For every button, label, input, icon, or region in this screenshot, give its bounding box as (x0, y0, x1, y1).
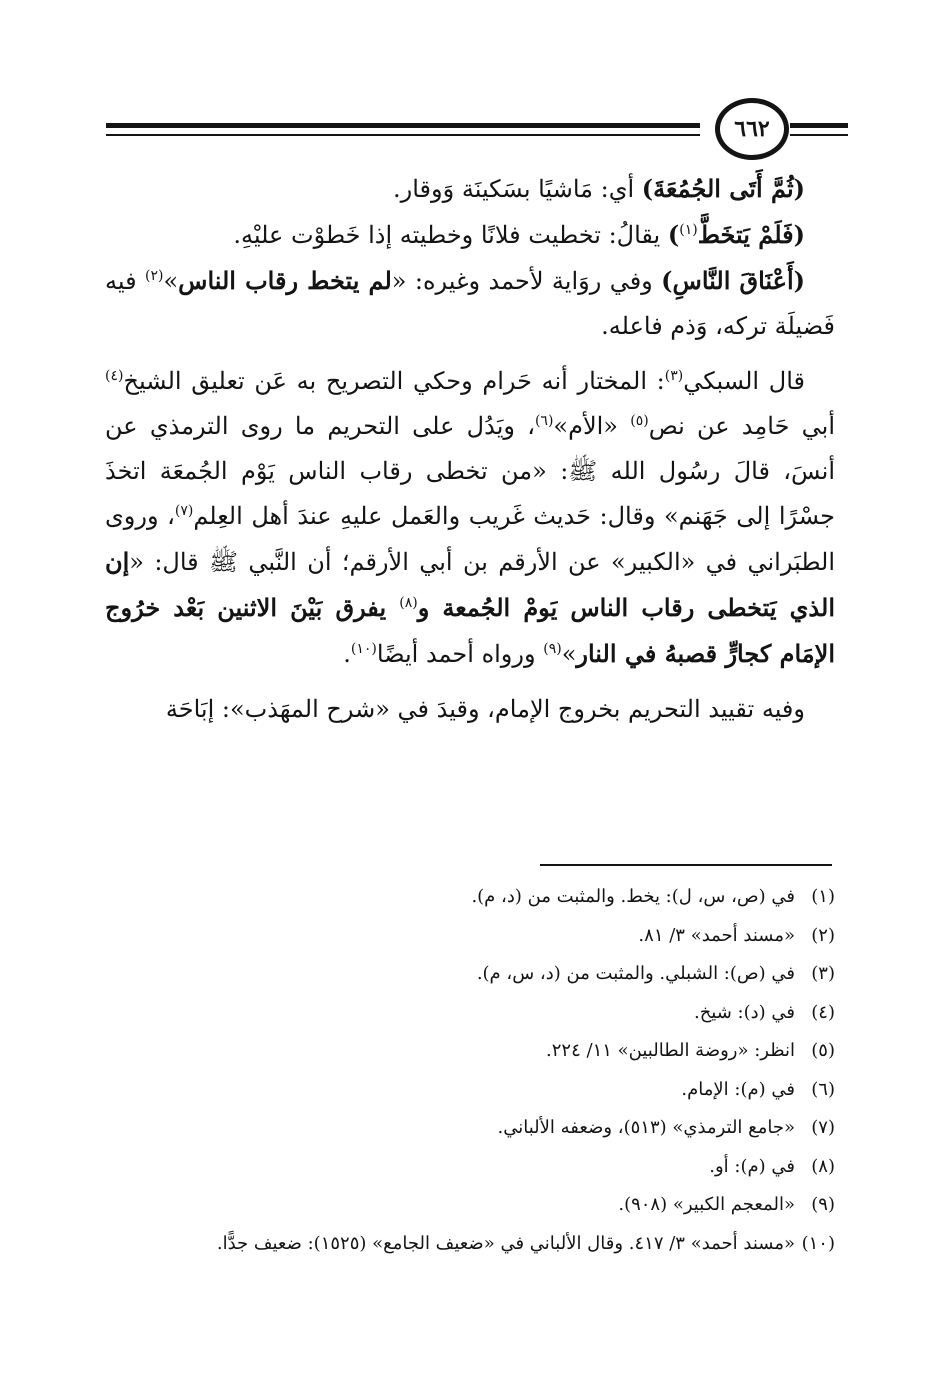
footnote-ref[interactable]: (٥) (630, 413, 649, 429)
footnote-item (105, 1109, 835, 1148)
footnote-text: في (م): الإمام. (681, 1078, 795, 1100)
bold-phrase: (ثُمَّ أَتَى الجُمُعَةَ) (641, 174, 805, 203)
footnote-number: (٧) (811, 1117, 835, 1138)
header-rule-tail (790, 123, 848, 128)
footnote-item (105, 878, 835, 917)
paragraph-2 (105, 212, 835, 258)
footnote-item (105, 1148, 835, 1187)
text: وفيه تقييد التحريم بخروج الإمام، وقيدَ في «شرح المهَذب»: إبَاحَة (165, 695, 805, 723)
footnote-ref[interactable]: (٢) (144, 268, 164, 284)
text: قال السبكي (683, 367, 805, 395)
bold-phrase: (أَعْنَاقَ النَّاسِ) (661, 266, 805, 295)
footnote-item (105, 955, 835, 994)
bold-paren: ) (667, 220, 680, 249)
text: » (163, 267, 179, 295)
footnote-number: (٩) (811, 1194, 835, 1215)
footnote-number: (٥) (811, 1040, 835, 1061)
footnotes (105, 878, 835, 1263)
footnote-ref[interactable]: (٣) (664, 368, 684, 384)
footnote-number: (٨) (811, 1155, 835, 1177)
paragraph-1 (105, 166, 835, 212)
footnote-number: (٦) (811, 1078, 835, 1100)
text: يقالُ: تخطيت فلانًا وخطيته إذا خَطوْت عليْهِ. (233, 221, 668, 249)
footnote-item (105, 917, 835, 956)
footnote-text: «مسند أحمد» ٣/ ٤١٧. وقال الألباني في «ضعيف الجامع» (١٥٢٥): ضعيف جدًّا. (216, 1232, 795, 1254)
footnote-text: «المعجم الكبير» (٩٠٨). (618, 1194, 795, 1215)
text: » (561, 640, 577, 668)
text: ورواه أحمد أيضًا (376, 640, 544, 668)
text: : المختار أنه حَرام وحكي التصريح به عَن تعليق الشيخ (123, 367, 665, 395)
footnote-number: (١) (811, 886, 835, 907)
page-number: ٦٦٢ (715, 98, 789, 160)
footnote-separator (540, 864, 832, 866)
footnote-text: في (د): شيخ. (693, 1001, 795, 1023)
footnote-number: (١٠) (801, 1232, 835, 1254)
footnote-text: في (ص، س، ل): يخط. والمثبت من (د، م). (471, 886, 795, 907)
bold-quote: لم يتخط رقاب الناس (178, 266, 392, 295)
paragraph-5 (105, 687, 835, 732)
footnote-number: (٤) (811, 1001, 835, 1023)
text: وفي روَاية لأحمد وغيره: « (391, 267, 662, 295)
footnote-ref[interactable]: (٨) (399, 595, 418, 611)
text: أي: مَاشيًا بسَكينَة وَوقار. (393, 175, 642, 203)
main-text (105, 166, 835, 732)
footnote-text: «جامع الترمذي» (٥١٣)، وضعفه الألباني. (497, 1117, 795, 1138)
bold-phrase: (فَلَمْ يَتخَطَّ (697, 220, 805, 249)
text: . (343, 640, 351, 668)
paragraph-4 (105, 359, 835, 677)
footnote-ref[interactable]: (٧) (174, 503, 194, 519)
header-rule-tail-thin (790, 134, 848, 136)
paragraph-3 (105, 258, 835, 349)
footnote-item (105, 1186, 835, 1225)
footnote-ref[interactable]: (٩) (543, 641, 562, 657)
footnote-item (105, 1225, 835, 1264)
text: ، وروى الطبَراني في «الكبير» عن الأرقم بن أبي الأرقم؛ أن النَّبي ﷺ قال: « (105, 502, 835, 576)
text: فيه فَضيلَة تركه، وَذم فاعله. (105, 267, 835, 340)
header-rule-thick (106, 123, 700, 128)
footnote-number: (٢) (811, 924, 835, 946)
footnote-text: «مسند أحمد» ٣/ ٨١. (638, 924, 795, 946)
text: أبي حَامِد عن نص (648, 412, 835, 440)
bold-quote: إن الذي يَتخطى رقاب الناس يَومْ الجُمعة و (105, 547, 835, 622)
footnote-item (105, 1071, 835, 1110)
footnote-ref[interactable]: (١٠) (350, 641, 377, 657)
bold-quote: يفرق بَيْنَ الاثنين بَعْد خرُوج الإمَام كجارٍّ قصبهُ في النار (105, 593, 835, 668)
footnote-text: في (م): أو. (709, 1155, 795, 1177)
footnote-ref[interactable]: (٤) (105, 368, 124, 384)
page-header (100, 96, 850, 166)
footnote-item (105, 1032, 835, 1071)
footnote-item (105, 994, 835, 1033)
footnote-text: في (ص): الشبلي. والمثبت من (د، س، م). (476, 963, 795, 984)
footnote-ref[interactable]: (٦) (534, 413, 554, 429)
text: «الأم» (553, 412, 631, 440)
footnote-text: انظر: «روضة الطالبين» ١١/ ٢٢٤. (546, 1040, 795, 1061)
text: ، ويَدُل على التحريم ما روى الترمذي عن أنسَ، قالَ رسُول الله ﷺ: «من تخطى رقاب الناس يَوْم الجُمعَة اتخذَ جسْرًا إلى جَهَنم» وقال: حَديث غَريب والعَمل عليهِ عندَ أهل العِلم (105, 412, 835, 530)
footnote-ref[interactable]: (١) (679, 222, 698, 238)
header-rule-thin (106, 134, 700, 136)
footnote-number: (٣) (811, 963, 835, 984)
